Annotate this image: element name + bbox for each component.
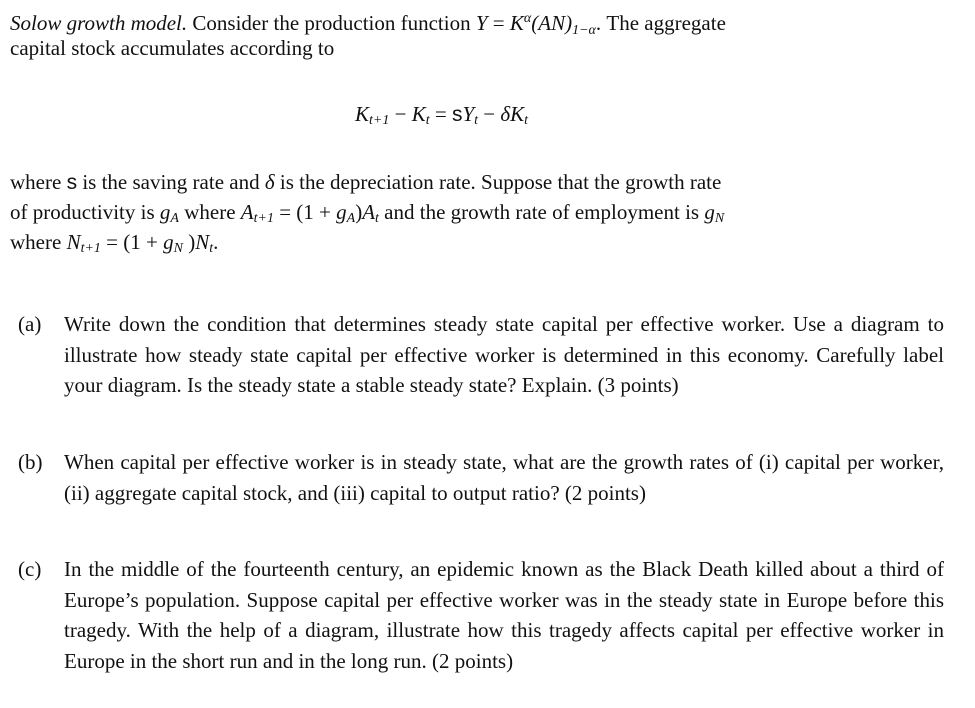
p2l2-g-sub: A [170, 211, 179, 226]
p2l2-d: ) [355, 200, 363, 224]
p2l3-g: g [163, 230, 174, 254]
p2l2-b: where [178, 200, 241, 224]
eq-minus-1: − [389, 102, 412, 126]
section-heading: Solow growth model. [10, 11, 188, 35]
part-b-text: When capital per effective worker is in steady state, what are the growth rates of (i) capital per worker, (ii) aggregate capital stock, and (iii) capital to output ratio? (2 points) [64, 450, 944, 505]
part-a-text: Write down the condition that determines steady state capital per effective worker. Use a diagram to illustrate how steady state capital per effective worker is determined in this economy. Carefully label your diagram. Is the steady state a stable steady state? Explain. (3 points) [64, 312, 944, 397]
prod-exponent: 1−α [572, 23, 596, 38]
eq-y-sub: t [474, 113, 479, 128]
intro-text: Consider the production function [192, 11, 471, 35]
p2l3-a: where [10, 230, 67, 254]
p2l3-n-sub: t+1 [80, 241, 101, 256]
p2l2-a-var: A [240, 200, 254, 224]
para2-line-1 [10, 169, 721, 196]
eq-s: s [451, 103, 463, 126]
para2-line-2 [10, 199, 724, 232]
p2l3-n2-sub: t [209, 241, 214, 256]
p2l1-b: is the saving rate and [77, 170, 265, 194]
p2l2-g3: g [704, 200, 715, 224]
p2l3-c: ) [182, 230, 196, 254]
intro-line-2 [10, 35, 334, 61]
p2l2-e: and the growth rate of employment is [378, 200, 705, 224]
p2l2-a-sub: t+1 [253, 211, 274, 226]
p2l2-g: g [159, 200, 171, 224]
eq-k1: K [355, 102, 370, 126]
eq-k2: K [411, 102, 426, 126]
p2l2-a: of productivity is [10, 200, 160, 224]
prod-y: Y [475, 11, 488, 35]
eq-k1-sub: t+1 [369, 113, 390, 128]
intro-line-1-end: . The aggregate [595, 11, 726, 35]
p2l3-g-sub: N [173, 241, 183, 256]
part-a-label: (a) [18, 312, 42, 336]
part-c-label: (c) [18, 557, 42, 581]
p2l2-a2: A [362, 200, 376, 224]
prod-alpha: α [523, 11, 532, 26]
p2l1-a: where [10, 170, 67, 194]
prod-eq: = [487, 11, 510, 35]
p2l3-d: . [213, 230, 219, 254]
eq-k2-sub: t [425, 113, 430, 128]
p2l3-n2: N [195, 230, 210, 254]
eq-delta-k-sub: t [524, 113, 529, 128]
p2l1-s: s [66, 171, 78, 194]
p2l2-a2-sub: t [375, 211, 379, 226]
intro-line-2-text: capital stock accumulates according to [10, 36, 335, 60]
p2l2-g2: g [336, 200, 347, 224]
eq-minus-2: − [478, 102, 501, 126]
p2l3-b: = (1 + [100, 230, 164, 254]
eq-equals: = [429, 102, 452, 126]
prod-k: K [509, 11, 524, 35]
prod-an: (AN) [531, 11, 573, 35]
p2l3-n: N [66, 230, 81, 254]
para2-line-3 [10, 229, 218, 262]
p2l1-delta: δ [264, 170, 275, 194]
p2l2-c: = (1 + [273, 200, 337, 224]
p2l1-c: is the depreciation rate. Suppose that the growth rate [274, 170, 722, 194]
eq-y: Y [462, 102, 475, 126]
p2l2-g2-sub: A [346, 211, 356, 226]
eq-delta-k: δK [500, 102, 525, 126]
capital-accumulation-equation [355, 101, 528, 134]
part-c-text: In the middle of the fourteenth century, an epidemic known as the Black Death killed about a third of Europe’s population. Suppose capital per effective worker was in the steady state in Europe before this tragedy. With the help of a diagram, illustrate how this tragedy affects capital per effective worker in Europe in the short run and in the long run. (2 points) [64, 557, 944, 673]
p2l2-g3-sub: N [714, 211, 725, 226]
part-b-label: (b) [18, 450, 43, 474]
